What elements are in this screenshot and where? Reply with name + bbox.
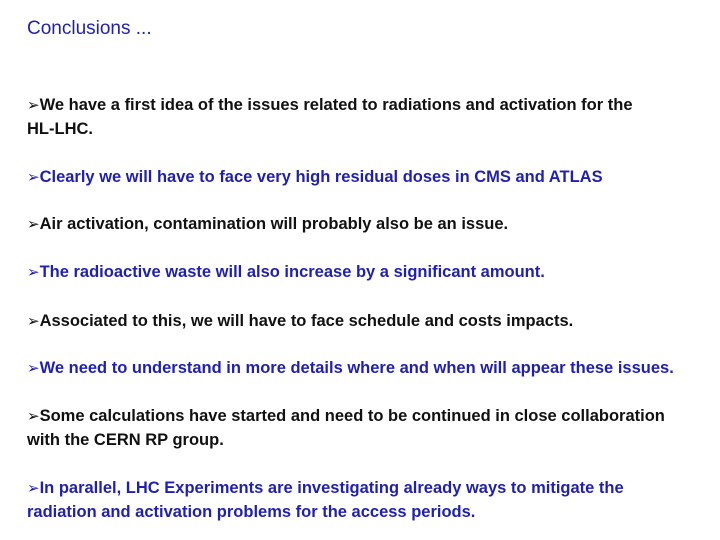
bullet-6 <box>27 332 717 380</box>
bullet-3-text: Air activation, contamination will probably also be an issue. <box>39 215 509 233</box>
arrow-bullet-icon: ➢ <box>27 168 40 186</box>
bullet-2 <box>27 141 717 189</box>
bullet-5-text: Associated to this, we will have to face schedule and costs impacts. <box>39 312 574 330</box>
arrow-bullet-icon: ➢ <box>27 407 40 425</box>
bullet-3 <box>27 188 717 236</box>
bullet-1 <box>27 69 717 141</box>
arrow-bullet-icon: ➢ <box>27 263 40 281</box>
arrow-bullet-icon: ➢ <box>27 96 40 114</box>
bullet-1-text: We have a first idea of the issues related to radiations and activation for the HL-LHC. <box>27 96 633 138</box>
bullet-7-text: Some calculations have started and need to be continued in close collaboration with the CERN RP group. <box>27 407 665 449</box>
arrow-bullet-icon: ➢ <box>27 215 40 233</box>
bullet-6-text: We need to understand in more details where and when will appear these issues. <box>39 359 674 377</box>
bullet-7 <box>27 380 717 452</box>
bullet-4 <box>27 236 717 284</box>
arrow-bullet-icon: ➢ <box>27 312 40 330</box>
bullet-8 <box>27 452 717 524</box>
slide-title: Conclusions ... <box>27 18 152 39</box>
arrow-bullet-icon: ➢ <box>27 479 40 497</box>
bullet-2-text: Clearly we will have to face very high residual doses in CMS and ATLAS <box>39 168 603 186</box>
bullet-8-text: In parallel, LHC Experiments are investigating already ways to mitigate the radiation and activation problems for the access periods. <box>27 479 624 521</box>
bullet-4-text: The radioactive waste will also increase by a significant amount. <box>39 263 545 281</box>
arrow-bullet-icon: ➢ <box>27 359 40 377</box>
bullet-5 <box>27 285 717 333</box>
